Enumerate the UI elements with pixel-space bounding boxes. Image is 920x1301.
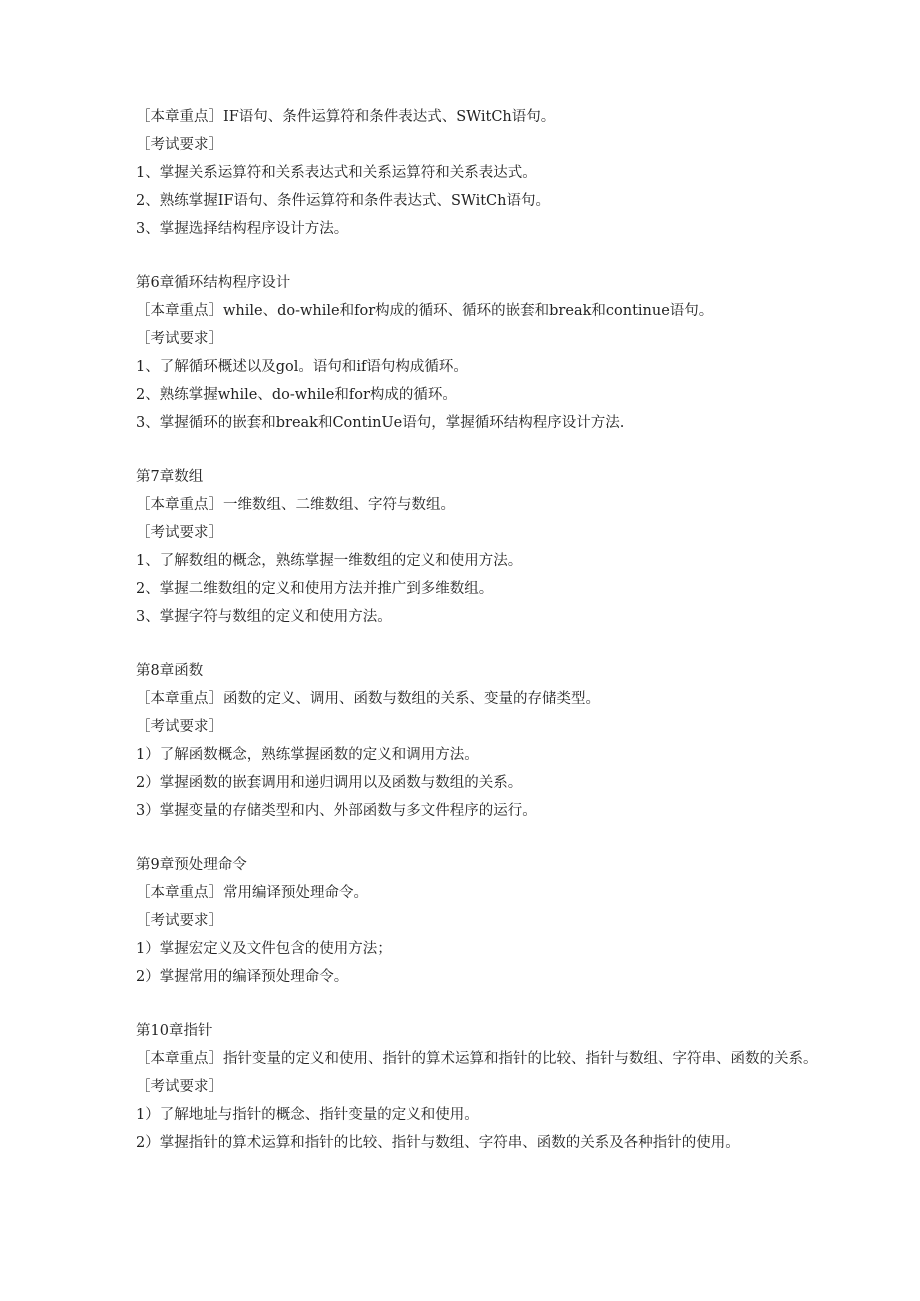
requirement-item: 2）掌握指针的算术运算和指针的比较、指针与数组、字符串、函数的关系及各种指针的使用。 <box>136 1135 740 1151</box>
exam-requirements-label: ［考试要求］ <box>136 331 223 347</box>
exam-requirements-label: ［考试要求］ <box>136 913 223 929</box>
chapter-heading: 第8章函数 <box>136 663 204 679</box>
chapter-heading: 第9章预处理命令 <box>136 857 247 873</box>
chapter-focus: ［本章重点］常用编译预处理命令。 <box>136 885 368 901</box>
chapter-focus: ［本章重点］IF语句、条件运算符和条件表达式、SWitCh语句。 <box>136 109 556 125</box>
chapter-focus: ［本章重点］指针变量的定义和使用、指针的算术运算和指针的比较、指针与数组、字符串、函数的关系。 <box>136 1051 818 1067</box>
chapter-focus: ［本章重点］一维数组、二维数组、字符与数组。 <box>136 497 455 513</box>
exam-requirements-label: ［考试要求］ <box>136 719 223 735</box>
requirement-item: 2、熟练掌握IF语句、条件运算符和条件表达式、SWitCh语句。 <box>136 193 550 209</box>
requirement-item: 2）掌握常用的编译预处理命令。 <box>136 969 349 985</box>
requirement-item: 2、掌握二维数组的定义和使用方法并推广到多维数组。 <box>136 581 494 597</box>
chapter-heading: 第10章指针 <box>136 1023 213 1039</box>
requirement-item: 3、掌握字符与数组的定义和使用方法。 <box>136 609 392 625</box>
requirement-item: 3、掌握选择结构程序设计方法。 <box>136 221 349 237</box>
chapter-heading: 第6章循环结构程序设计 <box>136 275 291 291</box>
requirement-item: 1）了解地址与指针的概念、指针变量的定义和使用。 <box>136 1107 479 1123</box>
document-page <box>136 103 826 1157</box>
requirement-item: 1、掌握关系运算符和关系表达式和关系运算符和关系表达式。 <box>136 165 537 181</box>
section-select-structure <box>136 103 826 243</box>
section-chapter-7 <box>136 463 826 631</box>
section-chapter-6 <box>136 269 826 437</box>
chapter-focus: ［本章重点］函数的定义、调用、函数与数组的关系、变量的存储类型。 <box>136 691 600 707</box>
requirement-item: 1、了解数组的概念，熟练掌握一维数组的定义和使用方法。 <box>136 553 523 569</box>
requirement-item: 2）掌握函数的嵌套调用和递归调用以及函数与数组的关系。 <box>136 775 523 791</box>
requirement-item: 1、了解循环概述以及gol。语句和if语句构成循环。 <box>136 359 468 375</box>
requirement-item: 3）掌握变量的存储类型和内、外部函数与多文件程序的运行。 <box>136 803 537 819</box>
requirement-item: 3、掌握循环的嵌套和break和ContinUe语句，掌握循环结构程序设计方法. <box>136 415 625 431</box>
chapter-heading: 第7章数组 <box>136 469 204 485</box>
exam-requirements-label: ［考试要求］ <box>136 137 223 153</box>
section-chapter-9 <box>136 851 826 991</box>
exam-requirements-label: ［考试要求］ <box>136 525 223 541</box>
section-chapter-8 <box>136 657 826 825</box>
requirement-item: 1）了解函数概念，熟练掌握函数的定义和调用方法。 <box>136 747 479 763</box>
requirement-item: 2、熟练掌握while、do-while和for构成的循环。 <box>136 387 457 403</box>
chapter-focus: ［本章重点］while、do-while和for构成的循环、循环的嵌套和break和continue语句。 <box>136 303 714 319</box>
section-chapter-10 <box>136 1017 826 1157</box>
requirement-item: 1）掌握宏定义及文件包含的使用方法； <box>136 941 392 957</box>
exam-requirements-label: ［考试要求］ <box>136 1079 223 1095</box>
